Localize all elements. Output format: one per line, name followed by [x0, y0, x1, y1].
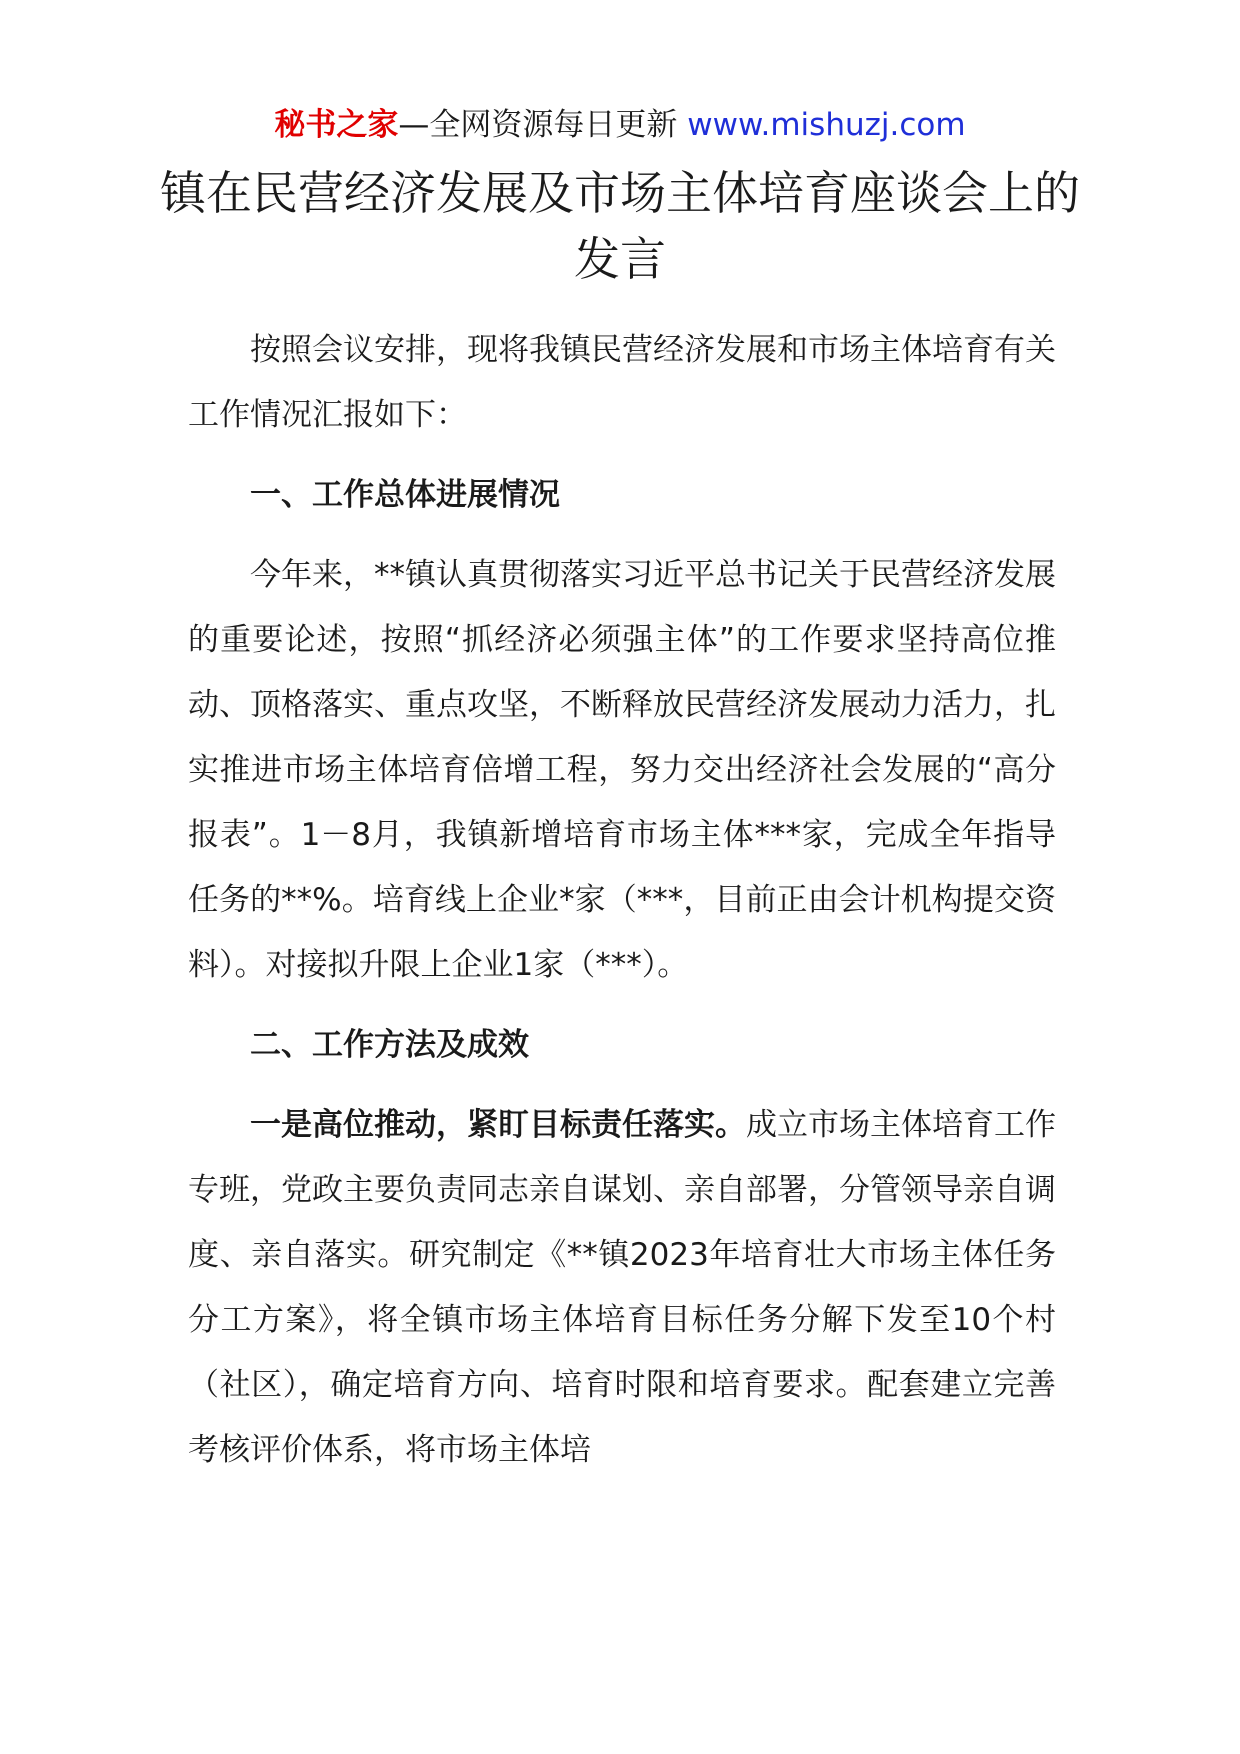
section-heading-progress: 一、工作总体进展情况	[250, 477, 560, 513]
document-title: 镇在民营经济发展及市场主体培育座谈会上的发言	[160, 166, 1080, 286]
section-paragraph-methods	[188, 1093, 1056, 1483]
brand-name: 秘书之家	[274, 107, 399, 143]
document-body	[188, 318, 1056, 1483]
paragraph-body-text: 成立市场主体培育工作专班，党政主要负责同志亲自谋划、亲自部署，分管领导亲自调度、亲自落实。研究制定《**镇2023年培育壮大市场主体任务分工方案》，将全镇市场主体培育目标任务分解下发至10个村（社区），确定培育方向、培育时限和培育要求。配套建立完善考核评价体系，将市场主体培	[188, 1107, 1056, 1468]
section-paragraph-progress: 今年来，**镇认真贯彻落实习近平总书记关于民营经济发展的重要论述，按照“抓经济必须强主体”的工作要求坚持高位推动、顶格落实、重点攻坚，不断释放民营经济发展动力活力，扎实推进市场主体培育倍增工程，努力交出经济社会发展的“高分报表”。1－8月，我镇新增培育市场主体***家，完成全年指导任务的**%。培育线上企业*家（***，目前正由会计机构提交资料）。对接拟升限上企业1家（***）。	[188, 557, 1056, 983]
intro-paragraph: 按照会议安排，现将我镇民营经济发展和市场主体培育有关工作情况汇报如下：	[188, 332, 1056, 433]
site-url-link[interactable]: www.mishuzj.com	[687, 107, 966, 143]
paragraph-lead-sentence: 一是高位推动，紧盯目标责任落实。	[250, 1107, 746, 1143]
site-tagline: —全网资源每日更新	[398, 107, 688, 143]
site-header	[0, 100, 1240, 150]
section-heading-methods: 二、工作方法及成效	[250, 1027, 529, 1063]
